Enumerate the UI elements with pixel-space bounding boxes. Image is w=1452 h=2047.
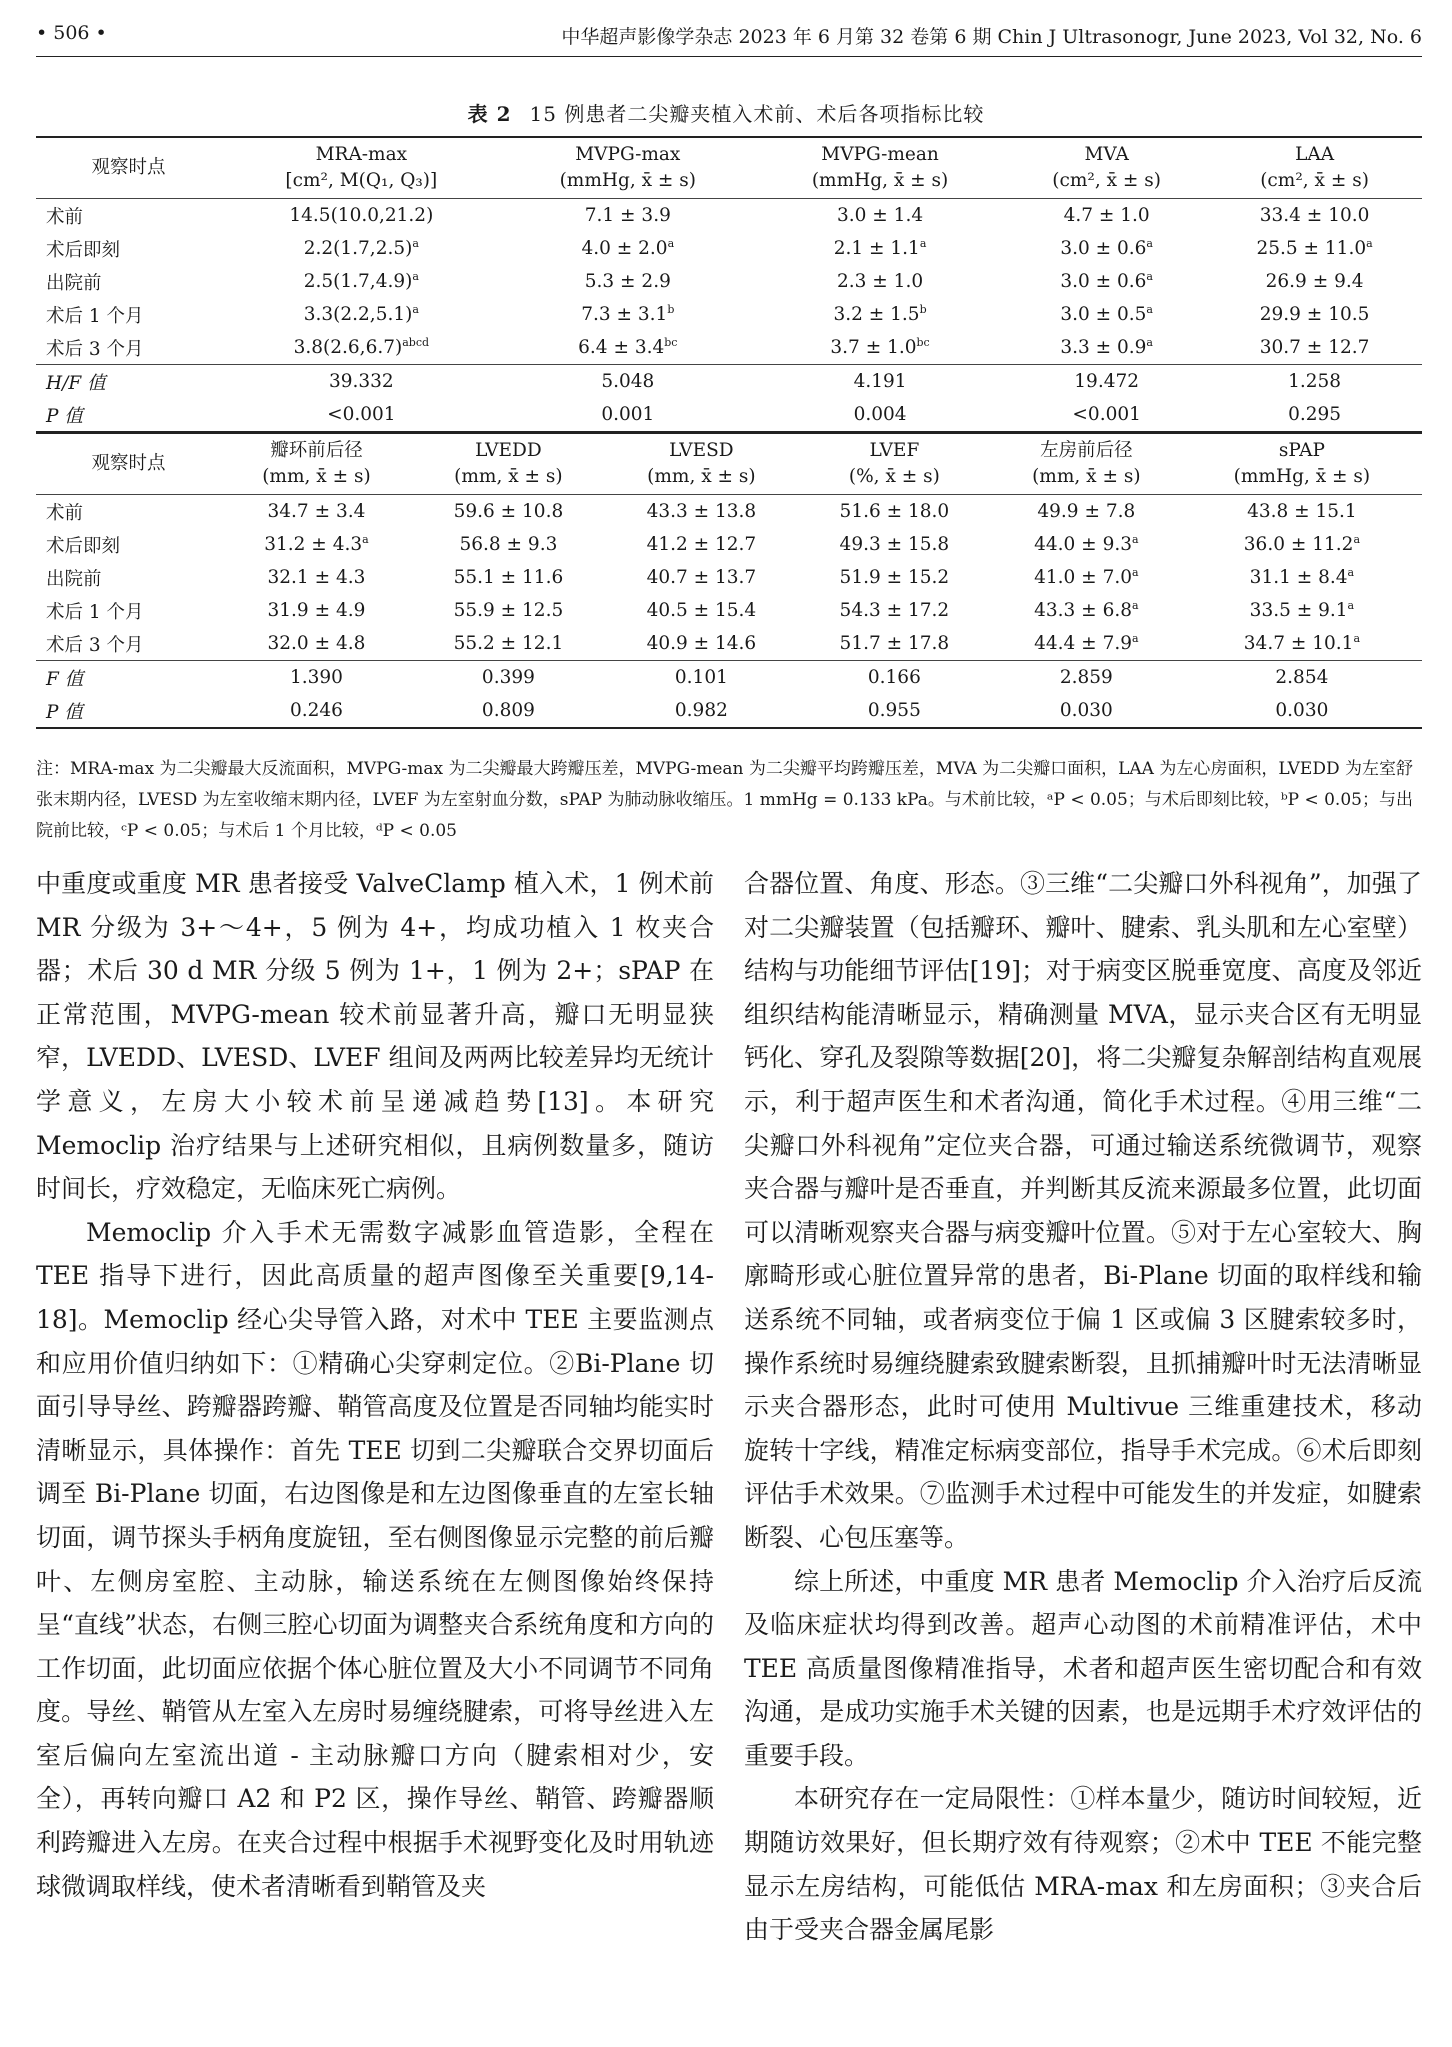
cell-value: 3.8(2.6,6.7) (293, 337, 403, 358)
table-cell (798, 561, 991, 594)
significance-mark: b (919, 303, 927, 316)
significance-mark: bc (664, 336, 678, 349)
table-cell (502, 331, 754, 365)
stat-value: 0.399 (412, 661, 605, 695)
stat-value: 0.982 (605, 694, 798, 728)
table-cell (991, 627, 1182, 661)
column-header-name: LVEF (869, 440, 920, 461)
table-cell (1207, 331, 1422, 365)
significance-mark: a (412, 303, 419, 316)
body-column-right (744, 862, 1422, 1952)
cell-value: 51.7 ± 17.8 (839, 633, 950, 654)
column-header (221, 137, 502, 199)
table-row (36, 495, 1422, 529)
stat-value: 0.166 (798, 661, 991, 695)
cell-value: 3.2 ± 1.5 (833, 304, 920, 325)
cell-value: 29.9 ± 10.5 (1259, 304, 1370, 325)
table-part-2 (36, 432, 1422, 729)
stat-value: 4.191 (754, 365, 1006, 399)
table-row (36, 331, 1422, 365)
significance-mark: a (1146, 270, 1153, 283)
cell-value: 51.6 ± 18.0 (839, 501, 950, 522)
table-row (36, 594, 1422, 627)
stat-label: P 值 (36, 398, 221, 432)
table-header-row (36, 137, 1422, 199)
table-cell (754, 331, 1006, 365)
stat-label: P 值 (36, 694, 221, 728)
table-cell (754, 199, 1006, 233)
cell-value: 40.7 ± 13.7 (646, 567, 757, 588)
column-header-name: 左房前后径 (1040, 440, 1133, 461)
table-cell (1182, 594, 1422, 627)
table-cell (605, 495, 798, 529)
cell-value: 32.0 ± 4.8 (267, 633, 366, 654)
table-cell (502, 298, 754, 331)
stat-value: <0.001 (221, 398, 502, 432)
stat-value: 5.048 (502, 365, 754, 399)
body-paragraph: 合器位置、角度、形态。③三维“二尖瓣口外科视角”，加强了对二尖瓣装置（包括瓣环、瓣叶、腱索、乳头肌和左心室壁）结构与功能细节评估[19]；对于病变区脱垂宽度、高度及邻近组织结构能清晰显示，精确测量 MVA，显示夹合区有无明显钙化、穿孔及裂隙等数据[20]，将二尖瓣复杂解剖结构直观展示，利于超声医生和术者沟通，简化手术过程。④用三维“二尖瓣口外科视角”定位夹合器，可通过输送系统微调节，观察夹合器与瓣叶是否垂直，并判断其反流来源最多位置，此切面可以清晰观察夹合器与病变瓣叶位置。⑤对于左心室较大、胸廓畸形或心脏位置异常的患者，Bi-Plane 切面的取样线和输送系统不同轴，或者病变位于偏 1 区或偏 3 区腱索较多时，操作系统时易缠绕腱索致腱索断裂，且抓捕瓣叶时无法清晰显示夹合器形态，此时可使用 Multivue 三维重建技术，移动旋转十字线，精准定标病变部位，指导手术完成。⑥术后即刻评估手术效果。⑦监测手术过程中可能发生的并发症，如腱索断裂、心包压塞等。 (744, 869, 1422, 1552)
table-cell (1207, 199, 1422, 233)
column-header-unit: (mmHg, x̄ ± s) (811, 170, 949, 191)
body-paragraph: 本研究存在一定局限性：①样本量少，随访时间较短，近期随访效果好，但长期疗效有待观察；②术中 TEE 不能完整显示左房结构，可能低估 MRA-max 和左房面积；③夹合后由于受夹合器金属尾影 (744, 1784, 1422, 1945)
table-cell (1182, 561, 1422, 594)
table-cell (502, 199, 754, 233)
cell-value: 43.3 ± 13.8 (646, 501, 757, 522)
table-cell (502, 265, 754, 298)
table-cell (221, 199, 502, 233)
column-header (412, 433, 605, 495)
column-header (1182, 433, 1422, 495)
table-cell (412, 594, 605, 627)
row-label: 术后 1 个月 (46, 305, 144, 327)
column-header-name: MVA (1084, 144, 1129, 165)
stat-label: H/F 值 (36, 365, 221, 399)
cell-value: 55.9 ± 12.5 (453, 600, 564, 621)
table-cell (991, 561, 1182, 594)
column-header-unit: (mm, x̄ ± s) (647, 466, 756, 487)
cell-value: 43.8 ± 15.1 (1247, 501, 1357, 522)
significance-mark: a (1347, 599, 1355, 612)
stat-value: 19.472 (1006, 365, 1207, 399)
stat-value: 0.101 (605, 661, 798, 695)
significance-mark: a (1131, 533, 1139, 546)
table-row (36, 265, 1422, 298)
cell-value: 5.3 ± 2.9 (584, 271, 671, 292)
column-header-unit: (mmHg, x̄ ± s) (559, 170, 697, 191)
cell-value: 25.5 ± 11.0 (1256, 238, 1367, 259)
column-header-name: 瓣环前后径 (270, 440, 363, 461)
table-cell (1207, 232, 1422, 265)
significance-mark: a (1353, 632, 1360, 645)
table-header-row (36, 433, 1422, 495)
column-header-name: 观察时点 (91, 157, 166, 178)
significance-mark: b (667, 303, 675, 316)
significance-mark: a (667, 237, 675, 250)
column-header (221, 433, 412, 495)
cell-value: 41.2 ± 12.7 (646, 534, 757, 555)
significance-mark: a (1146, 336, 1153, 349)
table-row (36, 232, 1422, 265)
column-header-name: MVPG-mean (821, 144, 939, 165)
table-cell (1006, 298, 1207, 331)
column-header-unit: [cm², M(Q₁, Q₃)] (285, 170, 438, 191)
table-cell (605, 561, 798, 594)
journal-citation: 中华超声影像学杂志 2023 年 6 月第 32 卷第 6 期 Chin J Ultrasonogr, June 2023, Vol 32, No. 6 (561, 26, 1422, 48)
table-cell (1207, 298, 1422, 331)
column-header (754, 137, 1006, 199)
table-cell (798, 528, 991, 561)
table-cell (412, 495, 605, 529)
table-cell (502, 232, 754, 265)
table-cell (754, 232, 1006, 265)
table-cell (221, 561, 412, 594)
significance-mark: a (1131, 632, 1139, 645)
table-cell (1006, 232, 1207, 265)
cell-value: 3.3 ± 0.9 (1060, 337, 1147, 358)
table-cell (221, 298, 502, 331)
table-row (36, 561, 1422, 594)
cell-value: 2.5(1.7,4.9) (303, 271, 413, 292)
cell-value: 3.0 ± 0.5 (1060, 304, 1147, 325)
cell-value: 40.5 ± 15.4 (646, 600, 757, 621)
significance-mark: a (1146, 303, 1153, 316)
table-row (36, 298, 1422, 331)
cell-value: 33.5 ± 9.1 (1249, 600, 1348, 621)
cell-value: 49.9 ± 7.8 (1037, 501, 1136, 522)
table-cell (221, 627, 412, 661)
table-cell (221, 594, 412, 627)
column-header-unit: (mm, x̄ ± s) (262, 466, 371, 487)
cell-value: 3.0 ± 1.4 (836, 205, 924, 226)
cell-value: 43.3 ± 6.8 (1034, 600, 1132, 621)
cell-value: 40.9 ± 14.6 (646, 633, 757, 654)
row-label: 出院前 (46, 568, 102, 590)
cell-value: 44.4 ± 7.9 (1034, 633, 1132, 654)
table-caption (0, 98, 1452, 127)
table-cell (221, 265, 502, 298)
stat-value: 0.030 (991, 694, 1182, 728)
cell-value: 41.0 ± 7.0 (1034, 567, 1132, 588)
table-cell (798, 627, 991, 661)
stat-value: 0.030 (1182, 694, 1422, 728)
row-label: 术前 (36, 199, 221, 233)
cell-value: 7.1 ± 3.9 (584, 205, 671, 226)
row-label: 术后即刻 (46, 535, 121, 557)
table-row (36, 528, 1422, 561)
cell-value: 32.1 ± 4.3 (267, 567, 366, 588)
stat-label: F 值 (36, 661, 221, 695)
cell-value: 6.4 ± 3.4 (578, 337, 665, 358)
column-header-name: MVPG-max (575, 144, 681, 165)
column-header-name: sPAP (1278, 440, 1325, 461)
table-cell (991, 594, 1182, 627)
stat-value: 1.258 (1207, 365, 1422, 399)
cell-value: 59.6 ± 10.8 (453, 501, 564, 522)
stat-row (36, 398, 1422, 432)
significance-mark: abcd (402, 336, 430, 349)
cell-value: 31.9 ± 4.9 (267, 600, 366, 621)
column-header-unit: (cm², x̄ ± s) (1260, 170, 1369, 191)
cell-value: 49.3 ± 15.8 (839, 534, 950, 555)
column-header (36, 433, 221, 495)
cell-value: 31.1 ± 8.4 (1249, 567, 1348, 588)
significance-mark: a (1353, 533, 1360, 546)
stat-value: 0.004 (754, 398, 1006, 432)
table-cell (605, 528, 798, 561)
table-cell (1006, 199, 1207, 233)
row-label: 术后 1 个月 (46, 601, 144, 623)
cell-value: 44.0 ± 9.3 (1034, 534, 1132, 555)
table-cell (412, 561, 605, 594)
stat-row (36, 365, 1422, 399)
significance-mark: a (919, 237, 927, 250)
cell-value: 2.3 ± 1.0 (836, 271, 924, 292)
stat-value: <0.001 (1006, 398, 1207, 432)
table-cell (221, 495, 412, 529)
table-cell (798, 594, 991, 627)
stat-value: 39.332 (221, 365, 502, 399)
stat-value: 1.390 (221, 661, 412, 695)
table-note: 注：MRA-max 为二尖瓣最大反流面积，MVPG-max 为二尖瓣最大跨瓣压差，MVPG-mean 为二尖瓣平均跨瓣压差，MVA 为二尖瓣口面积，LAA 为左心房面积，LVEDD 为左室舒张末期内径，LVESD 为左室收缩末期内径，LVEF 为左室射血分数，sPAP 为肺动脉收缩压。1 mmHg = 0.133 kPa。与术前比较，ᵃP < 0.05；与术后即刻比较，ᵇP < 0.05；与出院前比较，ᶜP < 0.05；与术后 1 个月比较，ᵈP < 0.05 (36, 759, 1413, 841)
column-header-unit: (mm, x̄ ± s) (454, 466, 563, 487)
cell-value: 30.7 ± 12.7 (1259, 337, 1370, 358)
table-cell (1182, 627, 1422, 661)
column-header-unit: (%, x̄ ± s) (848, 466, 940, 487)
column-header-name: MRA-max (315, 144, 408, 165)
row-label: 术后 3 个月 (46, 634, 144, 656)
cell-value: 2.1 ± 1.1 (833, 238, 920, 259)
cell-value: 33.4 ± 10.0 (1259, 205, 1370, 226)
column-header-unit: (mmHg, x̄ ± s) (1233, 466, 1371, 487)
column-header (36, 137, 221, 199)
table-cell (1182, 495, 1422, 529)
column-header (502, 137, 754, 199)
column-header-name: LVEDD (475, 440, 542, 461)
stat-value: 2.859 (991, 661, 1182, 695)
body-paragraph: 综上所述，中重度 MR 患者 Memoclip 介入治疗后反流及临床症状均得到改善。超声心动图的术前精准评估，术中 TEE 高质量图像精准指导，术者和超声医生密切配合和有效沟通，是成功实施手术关键的因素，也是远期手术疗效评估的重要手段。 (744, 1566, 1422, 1770)
stat-value: 2.854 (1182, 661, 1422, 695)
row-label: 术后 3 个月 (46, 338, 144, 360)
table-row (36, 199, 1422, 233)
column-header (991, 433, 1182, 495)
significance-mark: a (362, 533, 369, 546)
cell-value: 26.9 ± 9.4 (1265, 271, 1364, 292)
body-paragraph: 中重度或重度 MR 患者接受 ValveClamp 植入术，1 例术前 MR 分级为 3+～4+，5 例为 4+，均成功植入 1 枚夹合器；术后 30 d MR 分级 5 例为 1+，1 例为 2+；sPAP 在正常范围，MVPG-mean 较术前显著升高，瓣口无明显狭窄，LVEDD、LVESD、LVEF 组间及两两比较差异均无统计学意义，左房大小较术前呈递减趋势[13]。本研究 Memoclip 治疗结果与上述研究相似，且病例数量多，随访时间长，疗效稳定，无临床死亡病例。 (36, 869, 714, 1204)
cell-value: 3.0 ± 0.6 (1060, 238, 1147, 259)
cell-value: 55.1 ± 11.6 (453, 567, 564, 588)
table-cell (754, 298, 1006, 331)
cell-value: 36.0 ± 11.2 (1243, 534, 1354, 555)
header-rule (36, 56, 1422, 57)
body-paragraph: Memoclip 介入手术无需数字减影血管造影，全程在 TEE 指导下进行，因此高质量的超声图像至关重要[9,14-18]。Memoclip 经心尖导管入路，对术中 TEE 主要监测点和应用价值归纳如下：①精确心尖穿刺定位。②Bi-Plane 切面引导导丝、跨瓣器跨瓣、鞘管高度及位置是否同轴均能实时清晰显示，具体操作：首先 TEE 切到二尖瓣联合交界切面后调至 Bi-Plane 切面，右边图像是和左边图像垂直的左室长轴切面，调节探头手柄角度旋钮，至右侧图像显示完整的前后瓣叶、左侧房室腔、主动脉，输送系统在左侧图像始终保持呈“直线”状态，右侧三腔心切面为调整夹合系统角度和方向的工作切面，此切面应依据个体心脏位置及大小不同调节不同角度。导丝、鞘管从左室入左房时易缠绕腱索，可将导丝进入左室后偏向左室流出道 - 主动脉瓣口方向（腱索相对少，安全），再转向瓣口 A2 和 P2 区，操作导丝、鞘管、跨瓣器顺利跨瓣进入左房。在夹合过程中根据手术视野变化及时用轨迹球微调取样线，使术者清晰看到鞘管及夹 (36, 1217, 714, 1901)
cell-value: 4.7 ± 1.0 (1063, 205, 1150, 226)
significance-mark: a (1347, 566, 1355, 579)
table-cell (798, 495, 991, 529)
table-cell (1006, 331, 1207, 365)
table-cell (754, 265, 1006, 298)
table-cell (991, 495, 1182, 529)
significance-mark: a (412, 270, 419, 283)
cell-value: 2.2(1.7,2.5) (303, 238, 413, 259)
table-part-1 (36, 136, 1422, 433)
significance-mark: a (1366, 237, 1373, 250)
row-label: 术后即刻 (46, 239, 121, 261)
column-header-unit: (cm², x̄ ± s) (1052, 170, 1162, 191)
column-header-unit: (mm, x̄ ± s) (1032, 466, 1141, 487)
table-row (36, 627, 1422, 661)
stat-row (36, 694, 1422, 728)
significance-mark: a (412, 237, 419, 250)
column-header (605, 433, 798, 495)
cell-value: 31.2 ± 4.3 (264, 534, 363, 555)
significance-mark: a (1131, 566, 1139, 579)
column-header-name: LAA (1295, 144, 1335, 165)
significance-mark: bc (916, 336, 930, 349)
table-cell (221, 528, 412, 561)
cell-value: 55.2 ± 12.1 (453, 633, 564, 654)
page-number: • 506 • (36, 22, 107, 44)
table-cell (1006, 265, 1207, 298)
table-cell (412, 528, 605, 561)
table-cell (1182, 528, 1422, 561)
stat-value: 0.295 (1207, 398, 1422, 432)
table-cell (605, 594, 798, 627)
column-header (1207, 137, 1422, 199)
table-cell (1207, 265, 1422, 298)
column-header (798, 433, 991, 495)
significance-mark: a (1131, 599, 1139, 612)
cell-value: 14.5(10.0,21.2) (289, 205, 434, 226)
running-header (36, 22, 1422, 52)
body-column-left (36, 862, 714, 1908)
table-cell (221, 331, 502, 365)
cell-value: 3.3(2.2,5.1) (303, 304, 413, 325)
cell-value: 34.7 ± 10.1 (1243, 633, 1354, 654)
table-cell (991, 528, 1182, 561)
cell-value: 7.3 ± 3.1 (581, 304, 668, 325)
column-header-name: 观察时点 (91, 453, 166, 474)
column-header (1006, 137, 1207, 199)
cell-value: 34.7 ± 3.4 (267, 501, 366, 522)
cell-value: 56.8 ± 9.3 (459, 534, 558, 555)
significance-mark: a (1146, 237, 1153, 250)
table-cell (221, 232, 502, 265)
table-cell (605, 627, 798, 661)
column-header-name: LVESD (669, 440, 734, 461)
row-label: 术前 (36, 495, 221, 529)
table-caption-text: 15 例患者二尖瓣夹植入术前、术后各项指标比较 (529, 102, 985, 126)
row-label: 出院前 (46, 272, 102, 294)
cell-value: 54.3 ± 17.2 (839, 600, 950, 621)
stat-value: 0.955 (798, 694, 991, 728)
cell-value: 3.0 ± 0.6 (1060, 271, 1147, 292)
cell-value: 4.0 ± 2.0 (581, 238, 668, 259)
stat-value: 0.001 (502, 398, 754, 432)
stat-value: 0.809 (412, 694, 605, 728)
table-cell (412, 627, 605, 661)
stat-row (36, 661, 1422, 695)
cell-value: 51.9 ± 15.2 (839, 567, 950, 588)
cell-value: 3.7 ± 1.0 (830, 337, 917, 358)
stat-value: 0.246 (221, 694, 412, 728)
table-caption-label: 表 2 (467, 102, 512, 126)
